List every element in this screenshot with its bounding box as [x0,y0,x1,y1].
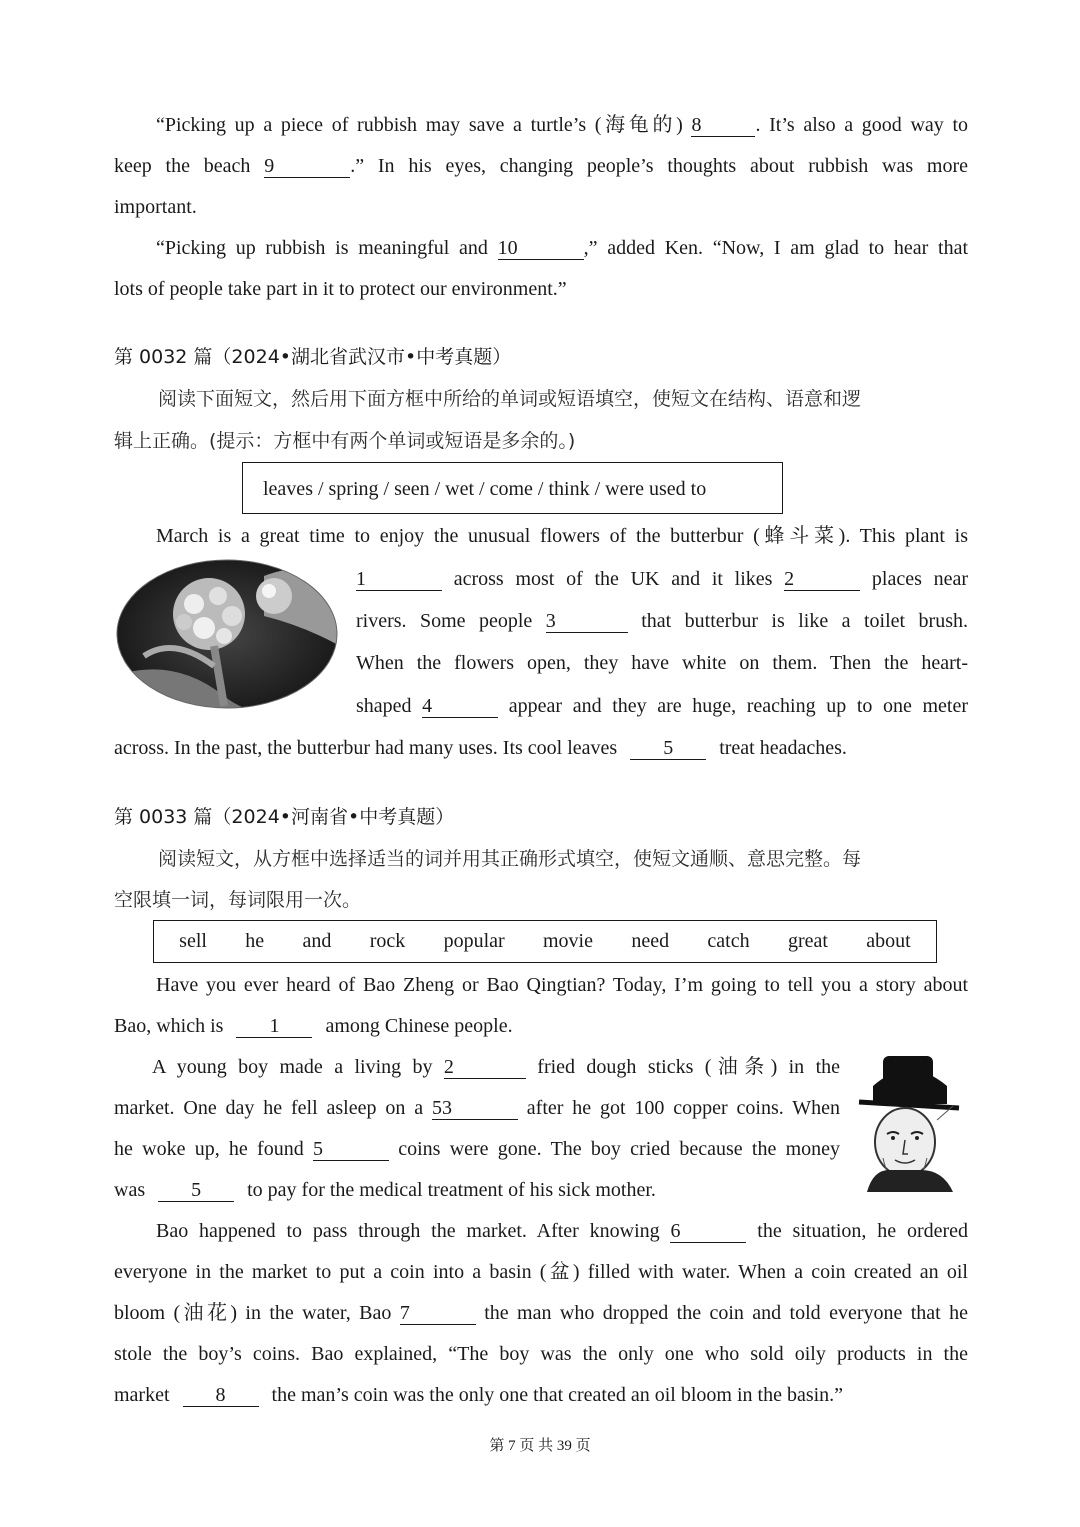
section-33-heading: 第 0033 篇（2024•河南省•中考真题） [114,806,455,828]
blank-3: 53 [432,1097,518,1120]
blank-3: 3 [546,610,628,633]
blank-7: 7 [400,1302,476,1325]
blank-6: 6 [670,1220,746,1243]
blank-1: 1 [236,1015,312,1038]
blank-4: 4 [422,695,498,718]
text: keep the beach [114,155,251,177]
s33-line3 [114,1053,840,1081]
text: . It’s also a good way to [755,114,969,136]
text: stole the boy’s coins. Bao explained, “The boy was the only one who sold oily products in the [114,1343,968,1365]
s33-line8 [114,1258,968,1286]
text: the situation, he ordered [757,1220,969,1242]
blank-5: 5 [158,1179,234,1202]
word-need: need [631,930,670,952]
text: treat headaches. [719,737,847,759]
s32-line2 [356,565,968,593]
s32-line5 [356,692,968,720]
s33-line4 [114,1094,840,1122]
text: Have you ever heard of Bao Zheng or Bao Qingtian? Today, I’m going to tell you a story about [156,974,968,996]
text: places near [871,568,969,590]
text: ,” added Ken. “Now, I am glad to hear that [583,237,969,259]
word-and: and [302,930,332,952]
s32-line6 [114,734,847,762]
text: across most of the UK and it likes [453,568,773,590]
text: market. One day he fell asleep on a [114,1097,424,1119]
text: market [114,1384,170,1406]
text: among Chinese people. [325,1015,513,1037]
text: “Picking up rubbish is meaningful and [156,237,488,259]
text: after he got 100 copper coins. When [526,1097,841,1119]
text: bloom (油花) in the water, Bao [114,1302,392,1324]
blank-10: 10 [498,237,584,260]
word-rock: rock [369,930,406,952]
bao-zheng-portrait-image [853,1046,965,1192]
p2-line2: lots of people take part in it to protect our environment.” [114,278,567,300]
text: A young boy made a living by [152,1056,433,1078]
blank-2: 2 [444,1056,526,1079]
butterbur-flower-image [114,556,340,712]
text: shaped [356,695,412,717]
section-32-instruction-2: 辑上正确。(提示：方框中有两个单词或短语是多余的。) [114,430,576,452]
word-he: he [245,930,265,952]
blank-1: 1 [356,568,442,591]
word-great: great [787,930,828,952]
text: that butterbur is like a toilet brush. [641,610,968,632]
text: fried dough sticks (油条) in the [537,1056,841,1078]
text: appear and they are huge, reaching up to one meter [508,695,969,717]
word-popular: popular [443,930,505,952]
s33-line7 [114,1217,968,1245]
section-33-instruction-2: 空限填一词，每词限用一次。 [114,889,362,911]
s32-line4 [356,649,968,677]
page-number-footer: 第 7 页 共 39 页 [489,1438,591,1454]
blank-2: 2 [784,568,860,591]
s33-line5 [114,1135,840,1163]
text: March is a great time to enjoy the unusual flowers of the butterbur (蜂斗菜). This plant is [156,525,968,547]
word-sell: sell [179,930,207,952]
p1-line3: important. [114,196,197,218]
section-33-instruction-1: 阅读短文，从方框中选择适当的词并用其正确形式填空，使短文通顺、意思完整。每 [158,848,862,870]
text: Bao happened to pass through the market. After knowing [156,1220,660,1242]
text: rivers. Some people [356,610,533,632]
text: everyone in the market to put a coin into a basin (盆) filled with water. When a coin created an oil [114,1261,968,1283]
text: “Picking up a piece of rubbish may save a turtle’s (海龟的) [156,114,683,136]
section-32-instruction-1: 阅读下面短文，然后用下面方框中所给的单词或短语填空，使短文在结构、语意和逻 [158,388,862,410]
text: When the flowers open, they have white on them. Then the heart- [356,652,968,674]
blank-9: 9 [264,155,350,178]
blank-4: 5 [313,1138,389,1161]
word-about: about [866,930,911,952]
s32-line1 [114,522,968,550]
blank-5: 5 [630,737,706,760]
section-32-heading: 第 0032 篇（2024•湖北省武汉市•中考真题） [114,346,512,368]
s33-line10 [114,1340,968,1368]
s33-line6 [114,1176,656,1204]
blank-8: 8 [183,1384,259,1407]
word-box-32-text: leaves / spring / seen / wet / come / think / were used to [263,478,707,500]
text: he woke up, he found [114,1138,304,1160]
word-movie: movie [543,930,593,952]
s33-line11 [114,1381,843,1409]
word-box-32 [242,462,783,514]
word-catch: catch [707,930,750,952]
blank-8: 8 [691,114,755,137]
text: the man who dropped the coin and told everyone that he [484,1302,969,1324]
text: across. In the past, the butterbur had many uses. Its cool leaves [114,737,618,759]
p2-line1 [114,234,968,262]
text: Bao, which is [114,1015,224,1037]
p1-line2 [114,152,968,180]
text: to pay for the medical treatment of his sick mother. [247,1179,656,1201]
word-box-33-words [160,920,930,963]
s33-line9 [114,1299,968,1327]
text: coins were gone. The boy cried because the money [398,1138,841,1160]
text: the man’s coin was the only one that created an oil bloom in the basin.” [271,1384,844,1406]
p1-line1 [114,111,968,139]
text: was [114,1179,146,1201]
text: .” In his eyes, changing people’s thoughts about rubbish was more [350,155,969,177]
s33-line1 [114,971,968,999]
s33-line2 [114,1012,513,1040]
s32-line3 [356,607,968,635]
